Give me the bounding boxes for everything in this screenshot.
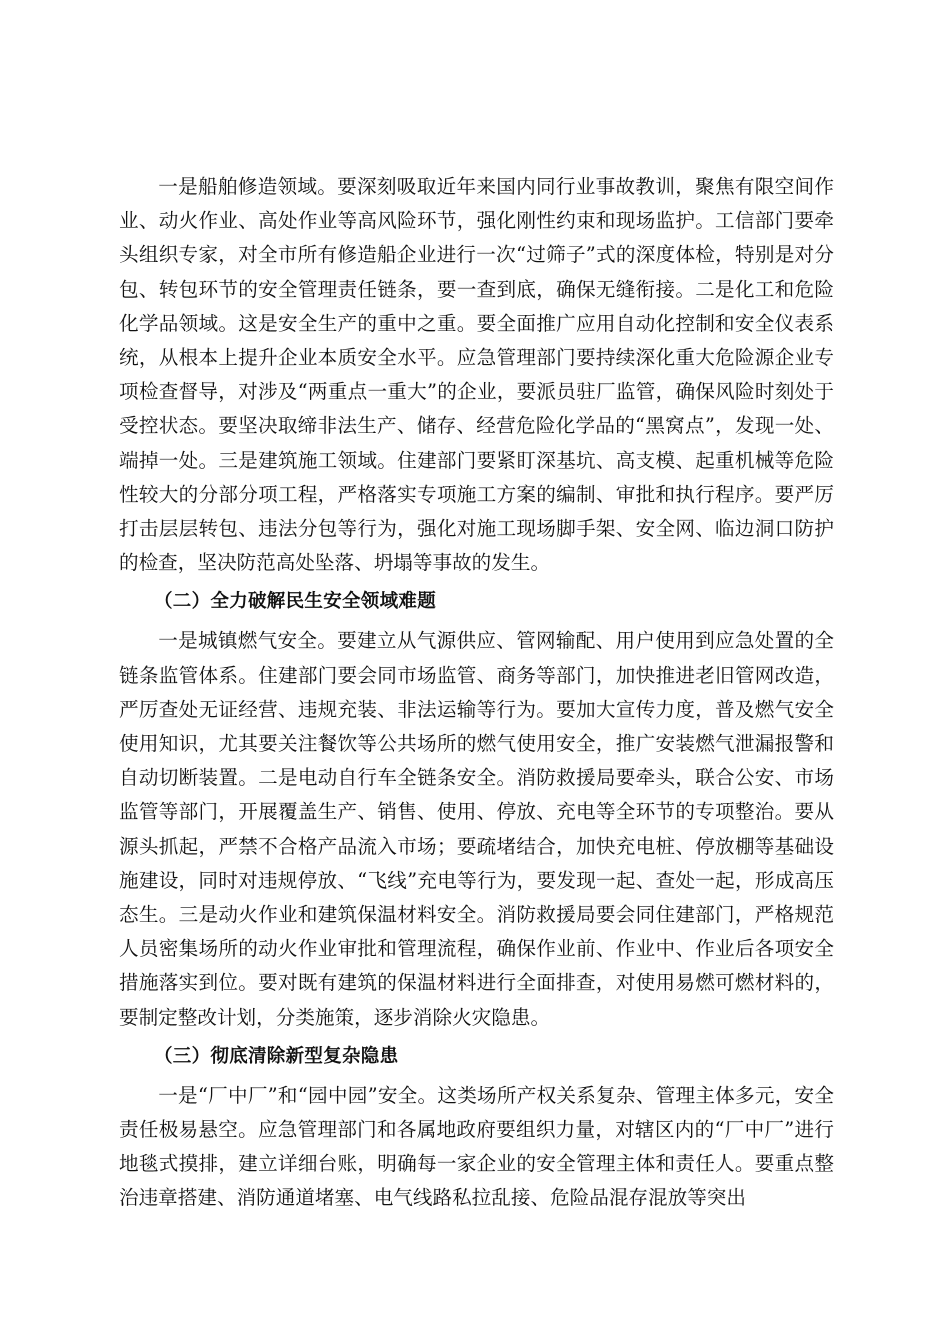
section-heading-2: （二）全力破解民生安全领域难题 (154, 591, 437, 613)
paragraph-factory-in-factory: 一是“厂中厂”和“园中园”安全。这类场所产权关系复杂、管理主体多元，安全责任极易悬空。应急管理部门和各属地政府要组织力量，对辖区内的“厂中厂”进行地毯式摸排，建立详细台账，明确每一家企业的安全管理主体和责任人。要重点整治违章搭建、消防通道堵塞、电气线路私拉乱接、危险品混存混放等突出 (119, 1083, 834, 1210)
paragraph-shipbuilding-chemical-construction: 一是船舶修造领域。要深刻吸取近年来国内同行业事故教训，聚焦有限空间作业、动火作业、高处作业等高风险环节，强化刚性约束和现场监护。工信部门要牵头组织专家，对全市所有修造船企业进行一次“过筛子”式的深度体检，特别是对分包、转包环节的安全管理责任链条，要一查到底，确保无缝衔接。二是化工和危险化学品领域。这是安全生产的重中之重。要全面推广应用自动化控制和安全仪表系统，从根本上提升企业本质安全水平。应急管理部门要持续深化重大危险源企业专项检查督导，对涉及“两重点一重大”的企业，要派员驻厂监管，确保风险时刻处于受控状态。要坚决取缔非法生产、储存、经营危险化学品的“黑窝点”，发现一处、端掉一处。三是建筑施工领域。住建部门要紧盯深基坑、高支模、起重机械等危险性较大的分部分项工程，严格落实专项施工方案的编制、审批和执行程序。要严厉打击层层转包、违法分包等行为，强化对施工现场脚手架、安全网、临边洞口防护的检查，坚决防范高处坠落、坍塌等事故的发生。 (119, 175, 834, 575)
document-page (119, 170, 834, 1216)
section-heading-3: （三）彻底清除新型复杂隐患 (154, 1045, 399, 1067)
paragraph-gas-ebike-fire: 一是城镇燃气安全。要建立从气源供应、管网输配、用户使用到应急处置的全链条监管体系。住建部门要会同市场监管、商务等部门，加快推进老旧管网改造，严厉查处无证经营、违规充装、非法运输等行为。要加大宣传力度，普及燃气安全使用知识，尤其要关注餐饮等公共场所的燃气使用安全，推广安装燃气泄漏报警和自动切断装置。二是电动自行车全链条安全。消防救援局要牵头，联合公安、市场监管等部门，开展覆盖生产、销售、使用、停放、充电等全环节的专项整治。要从源头抓起，严禁不合格产品流入市场；要疏堵结合，加快充电桩、停放棚等基础设施建设，同时对违规停放、“飞线”充电等行为，要发现一起、查处一起，形成高压态生。三是动火作业和建筑保温材料安全。消防救援局要会同住建部门，严格规范人员密集场所的动火作业审批和管理流程，确保作业前、作业中、作业后各项安全措施落实到位。要对既有建筑的保温材料进行全面排查，对使用易燃可燃材料的，要制定整改计划，分类施策，逐步消除火灾隐患。 (119, 629, 834, 1029)
